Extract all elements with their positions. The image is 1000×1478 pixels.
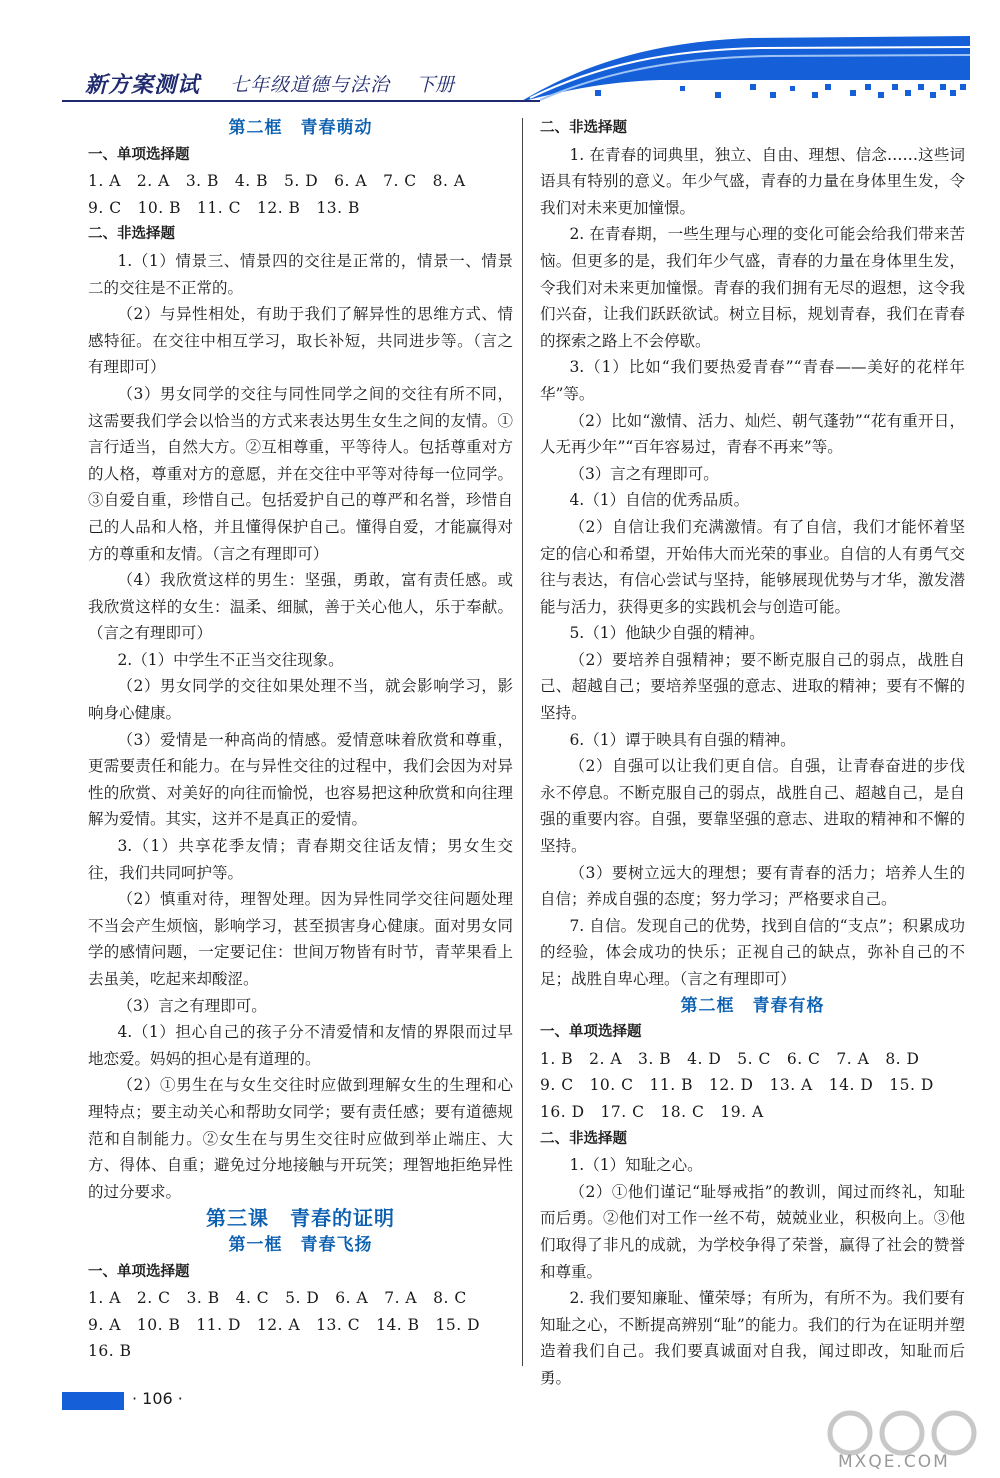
series-title: 新方案测试 bbox=[85, 73, 201, 98]
answer-paragraph: 2.（1）中学生不正当交往现象。 bbox=[117, 650, 344, 669]
answer-paragraph: （2）比如“激情、活力、灿烂、朝气蓬勃”“花有重开日，人无再少年”“百年容易过，青春不再来”等。 bbox=[540, 411, 965, 457]
volume-label: 下册 bbox=[416, 74, 455, 96]
answer-paragraph: （2）自强可以让我们更自信。自强，让青春奋进的步伐永不停息。不断克服自己的弱点，战胜自己、超越自己，是自强的重要内容。自强，要靠坚强的意志、进取的精神和不懈的坚持。 bbox=[540, 757, 965, 856]
answer-line: 1. B 2. A 3. B 4. D 5. C 6. C 7. A 8. D bbox=[540, 1049, 920, 1068]
section-heading: 一、单项选择题 bbox=[88, 1263, 190, 1280]
left-column bbox=[88, 115, 513, 1365]
answer-paragraph: 1.（1）知耻之心。 bbox=[569, 1156, 703, 1175]
answer-paragraph: 3.（1）共享花季友情；青春期交往话友情；男女生交往，我们共同呵护等。 bbox=[88, 837, 513, 882]
answer-paragraph: 3.（1）比如“我们要热爱青春”“青春——美好的花样年华”等。 bbox=[540, 358, 965, 403]
watermark-text: MXQE.COM bbox=[838, 1452, 950, 1472]
footer-color-bar bbox=[62, 1392, 124, 1410]
answer-paragraph: 1.（1）情景三、情景四的交往是正常的，情景一、情景二的交往是不正常的。 bbox=[88, 251, 513, 297]
answer-line: 16. D 17. C 18. C 19. A bbox=[540, 1102, 764, 1121]
header-rule bbox=[62, 100, 540, 102]
answer-paragraph: 7. 自信。发现自己的优势，找到自信的“支点”；积累成功的经验，体会成功的快乐；正视自己的缺点，弥补自己的不足；战胜自卑心理。（言之有理即可） bbox=[540, 916, 965, 988]
answer-line: 9. C 10. C 11. B 12. D 13. A 14. D 15. D bbox=[540, 1076, 934, 1095]
answer-paragraph: 2. 在青春期，一些生理与心理的变化可能会给我们带来苦恼。但更多的是，我们年少气盛，青春的力量在身体里生发，令我们对未来更加憧憬。青春的我们拥有无尽的遐想，这令我们兴奋，让我们跃跃欲试。树立目标，规划青春，我们在青春的探索之路上不会停歇。 bbox=[540, 225, 965, 350]
section-heading: 二、非选择题 bbox=[540, 120, 627, 136]
answer-line: 1. A 2. C 3. B 4. C 5. D 6. A 7. A 8. C bbox=[88, 1289, 467, 1308]
answer-paragraph: （2）要培养自强精神；要不断克服自己的弱点，战胜自己、超越自己；要培养坚强的意志、进取的精神；要有不懈的坚持。 bbox=[540, 650, 965, 723]
answer-paragraph: 4.（1）自信的优秀品质。 bbox=[569, 491, 750, 510]
subject-title: 七年级道德与法治 bbox=[230, 74, 391, 96]
answer-paragraph: （3）要树立远大的理想；要有青春的活力；培养人生的自信；养成自强的态度；努力学习；严格要求自己。 bbox=[540, 863, 965, 909]
answer-paragraph: （4）我欣赏这样的男生：坚强，勇敢，富有责任感。或我欣赏这样的女生：温柔、细腻，善于关心他人，乐于奉献。（言之有理即可） bbox=[88, 571, 513, 643]
section-heading: 二、非选择题 bbox=[88, 226, 175, 243]
answer-paragraph: 2. 我们要知廉耻、懂荣辱；有所为，有所不为。我们要有知耻之心，不断提高辨别“耻”的能力。我们的行为在证明并塑造着我们自己。我们要真诚面对自我，闻过即改，知耻而后勇。 bbox=[540, 1289, 965, 1387]
lesson-title: 第三课 青春的证明 bbox=[206, 1206, 395, 1231]
answer-paragraph: （3）言之有理即可。 bbox=[117, 996, 267, 1015]
right-column bbox=[540, 115, 965, 1392]
answer-paragraph: （2）①他们谨记“耻辱戒指”的教训，闻过而终礼，知耻而后勇。②他们对工作一丝不苟，兢兢业业，积极向上。③他们取得了非凡的成就，为学校争得了荣誉，赢得了社会的赞誉和尊重。 bbox=[540, 1182, 965, 1281]
answer-paragraph: 4.（1）担心自己的孩子分不清爱情和友情的界限而过早地恋爱。妈妈的担心是有道理的。 bbox=[88, 1023, 513, 1068]
answer-paragraph: （3）言之有理即可。 bbox=[569, 464, 719, 483]
page-number: · 106 · bbox=[132, 1389, 183, 1408]
answer-paragraph: （2）男女同学的交往如果处理不当，就会影响学习，影响身心健康。 bbox=[88, 677, 513, 723]
answer-paragraph: （2）与异性相处，有助于我们了解异性的思维方式、情感特征。在交往中相互学习，取长补短，共同进步等。（言之有理即可） bbox=[88, 305, 513, 377]
answer-line: 16. B bbox=[88, 1342, 132, 1361]
answer-paragraph: （3）爱情是一种高尚的情感。爱情意味着欣赏和尊重，更需要责任和能力。在与异性交往的过程中，我们会因为对异性的欣赏、对美好的向往而愉悦，也容易把这种欣赏和向往理解为爱情。其实，这并不是真正的爱情。 bbox=[88, 730, 513, 829]
frame-title: 第二框 青春萌动 bbox=[228, 118, 373, 138]
section-heading: 一、单项选择题 bbox=[540, 1024, 642, 1041]
answer-paragraph: （2）自信让我们充满激情。有了自信，我们才能怀着坚定的信心和希望，开始伟大而光荣的事业。自信的人有勇气交往与表达，有信心尝试与坚持，能够展现优势与才华，激发潜能与活力，获得更多的实践机会与创造可能。 bbox=[540, 517, 965, 616]
answer-line: 1. A 2. A 3. B 4. B 5. D 6. A 7. C 8. A bbox=[88, 172, 466, 191]
page-header bbox=[0, 0, 1000, 112]
column-divider bbox=[522, 118, 523, 1366]
answer-paragraph: 1. 在青春的词典里，独立、自由、理想、信念……这些词语具有特别的意义。年少气盛，青春的力量在身体里生发，令我们对未来更加憧憬。 bbox=[540, 145, 965, 217]
section-heading: 二、非选择题 bbox=[540, 1130, 627, 1147]
answer-paragraph: （2）慎重对待，理智处理。因为异性同学交往问题处理不当会产生烦恼，影响学习，甚至损害身心健康。面对男女同学的感情问题，一定要记住：世间万物皆有时节，青苹果看上去虽美，吃起来却酸涩。 bbox=[88, 890, 513, 988]
frame-title: 第二框 青春有格 bbox=[680, 995, 825, 1016]
answer-paragraph: 5.（1）他缺少自强的精神。 bbox=[569, 624, 765, 643]
answer-line: 9. A 10. B 11. D 12. A 13. C 14. B 15. D bbox=[88, 1315, 481, 1334]
section-heading: 一、单项选择题 bbox=[88, 146, 190, 163]
frame-title: 第一框 青春飞扬 bbox=[228, 1234, 373, 1255]
answer-line: 9. C 10. B 11. C 12. B 13. B bbox=[88, 198, 360, 217]
answer-paragraph: （2）①男生在与女生交往时应做到理解女生的生理和心理特点；要主动关心和帮助女同学；要有责任感；要有道德规范和自制能力。②女生在与男生交往时应做到举止端庄、大方、得体、自重；避免过分地接触与开玩笑；理智地拒绝异性的过分要求。 bbox=[88, 1076, 513, 1201]
header-band-graphic bbox=[520, 20, 970, 110]
answer-paragraph: （3）男女同学的交往与同性同学之间的交往有所不同，这需要我们学会以恰当的方式来表达男生女生之间的友情。①言行适当，自然大方。②互相尊重，平等待人。包括尊重对方的人格，尊重对方的意愿，并在交往中平等对待每一位同学。③自爱自重，珍惜自己。包括爱护自己的尊严和名誉，珍惜自己的人品和人格，并且懂得保护自己。懂得自爱，才能赢得对方的尊重和友情。（言之有理即可） bbox=[88, 384, 513, 563]
answer-paragraph: 6.（1）谭于映具有自强的精神。 bbox=[569, 730, 796, 749]
